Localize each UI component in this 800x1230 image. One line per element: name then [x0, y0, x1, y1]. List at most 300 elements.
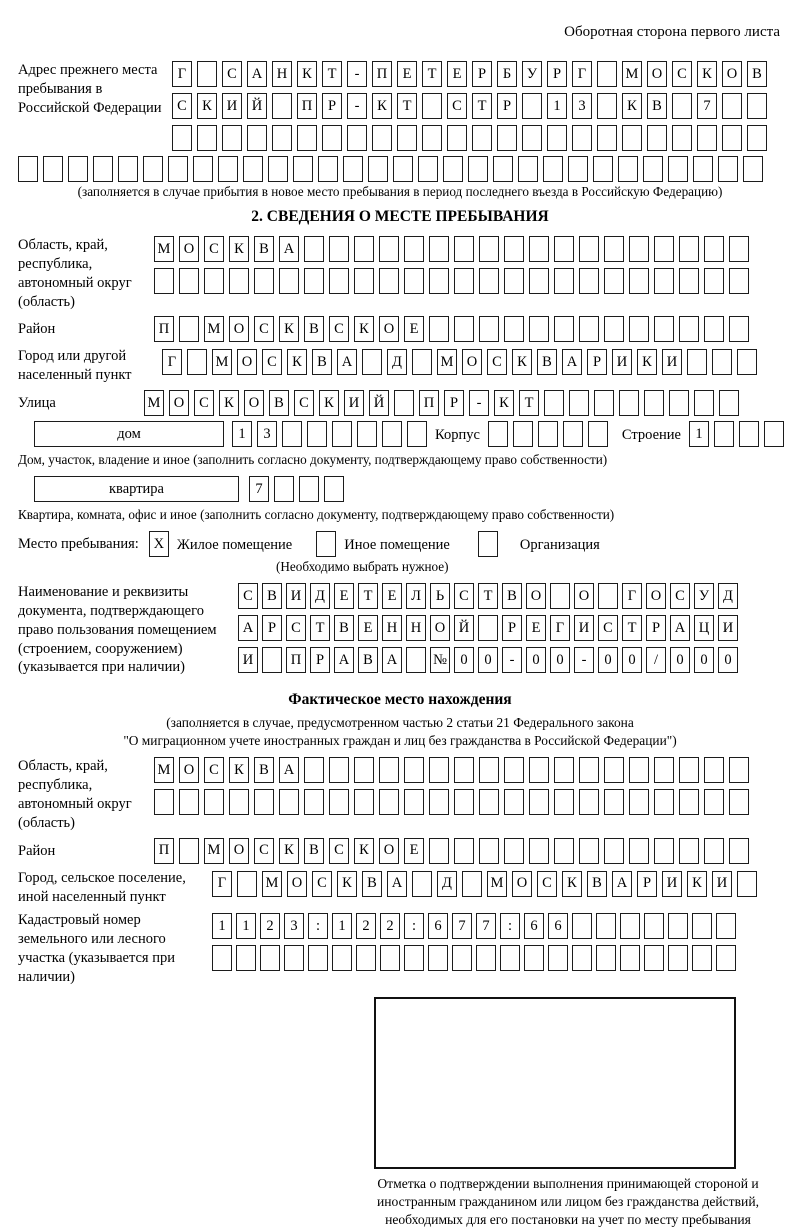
char-cell[interactable]: Р	[637, 871, 657, 897]
char-cell[interactable]	[596, 913, 616, 939]
char-cell[interactable]	[729, 838, 749, 864]
char-cell[interactable]	[397, 125, 417, 151]
char-cell[interactable]: К	[637, 349, 657, 375]
char-cell[interactable]	[538, 421, 558, 447]
char-cell[interactable]	[179, 789, 199, 815]
char-cell[interactable]	[604, 316, 624, 342]
char-cell[interactable]	[729, 316, 749, 342]
char-cell[interactable]	[272, 93, 292, 119]
char-cell[interactable]: 7	[697, 93, 717, 119]
char-cell[interactable]: 3	[257, 421, 277, 447]
char-cell[interactable]	[547, 125, 567, 151]
char-cell[interactable]: А	[334, 647, 354, 673]
char-cell[interactable]: Т	[519, 390, 539, 416]
char-cell[interactable]: О	[512, 871, 532, 897]
char-cell[interactable]: К	[319, 390, 339, 416]
char-cell[interactable]: Н	[406, 615, 426, 641]
char-cell[interactable]: 1	[689, 421, 709, 447]
char-cell[interactable]	[668, 913, 688, 939]
char-cell[interactable]	[550, 583, 570, 609]
char-cell[interactable]	[329, 268, 349, 294]
char-cell[interactable]	[229, 789, 249, 815]
char-cell[interactable]	[504, 236, 524, 262]
char-cell[interactable]	[304, 236, 324, 262]
char-cell[interactable]	[187, 349, 207, 375]
other-premises-checkbox[interactable]	[316, 531, 336, 557]
char-cell[interactable]: Р	[646, 615, 666, 641]
char-cell[interactable]: А	[279, 757, 299, 783]
char-cell[interactable]	[282, 421, 302, 447]
char-cell[interactable]: 7	[249, 476, 269, 502]
char-cell[interactable]: С	[312, 871, 332, 897]
char-cell[interactable]: 0	[718, 647, 738, 673]
char-cell[interactable]	[604, 789, 624, 815]
char-cell[interactable]: В	[587, 871, 607, 897]
char-cell[interactable]: М	[622, 61, 642, 87]
char-cell[interactable]	[260, 945, 280, 971]
char-cell[interactable]: А	[247, 61, 267, 87]
char-cell[interactable]	[304, 757, 324, 783]
char-cell[interactable]	[297, 125, 317, 151]
char-cell[interactable]: В	[269, 390, 289, 416]
char-cell[interactable]: А	[562, 349, 582, 375]
char-cell[interactable]	[729, 236, 749, 262]
char-cell[interactable]: О	[430, 615, 450, 641]
char-cell[interactable]: К	[297, 61, 317, 87]
char-cell[interactable]: К	[287, 349, 307, 375]
char-cell[interactable]	[629, 757, 649, 783]
char-cell[interactable]	[704, 789, 724, 815]
char-cell[interactable]: 1	[232, 421, 252, 447]
char-cell[interactable]: Е	[447, 61, 467, 87]
char-cell[interactable]: Г	[162, 349, 182, 375]
char-cell[interactable]	[629, 316, 649, 342]
char-cell[interactable]	[764, 421, 784, 447]
char-cell[interactable]: К	[354, 316, 374, 342]
char-cell[interactable]	[168, 156, 188, 182]
char-cell[interactable]	[247, 125, 267, 151]
char-cell[interactable]	[452, 945, 472, 971]
char-cell[interactable]: А	[670, 615, 690, 641]
char-cell[interactable]	[644, 913, 664, 939]
char-cell[interactable]	[596, 945, 616, 971]
char-cell[interactable]: Й	[369, 390, 389, 416]
char-cell[interactable]: К	[354, 838, 374, 864]
char-cell[interactable]	[679, 268, 699, 294]
char-cell[interactable]	[654, 236, 674, 262]
char-cell[interactable]	[737, 871, 757, 897]
char-cell[interactable]: О	[462, 349, 482, 375]
char-cell[interactable]	[454, 316, 474, 342]
char-cell[interactable]: К	[337, 871, 357, 897]
char-cell[interactable]	[654, 789, 674, 815]
char-cell[interactable]: С	[254, 316, 274, 342]
char-cell[interactable]: В	[334, 615, 354, 641]
char-cell[interactable]	[362, 349, 382, 375]
char-cell[interactable]	[714, 421, 734, 447]
char-cell[interactable]: К	[197, 93, 217, 119]
char-cell[interactable]	[479, 757, 499, 783]
char-cell[interactable]	[597, 93, 617, 119]
char-cell[interactable]	[722, 93, 742, 119]
char-cell[interactable]	[212, 945, 232, 971]
char-cell[interactable]: Л	[406, 583, 426, 609]
char-cell[interactable]: А	[387, 871, 407, 897]
char-cell[interactable]: К	[279, 838, 299, 864]
char-cell[interactable]: О	[244, 390, 264, 416]
char-cell[interactable]	[204, 789, 224, 815]
char-cell[interactable]	[179, 316, 199, 342]
char-cell[interactable]: 0	[478, 647, 498, 673]
char-cell[interactable]: П	[419, 390, 439, 416]
char-cell[interactable]	[679, 789, 699, 815]
char-cell[interactable]	[379, 757, 399, 783]
char-cell[interactable]	[588, 421, 608, 447]
char-cell[interactable]	[356, 945, 376, 971]
char-cell[interactable]: В	[358, 647, 378, 673]
char-cell[interactable]: Е	[358, 615, 378, 641]
char-cell[interactable]	[404, 236, 424, 262]
organization-checkbox[interactable]	[478, 531, 498, 557]
char-cell[interactable]	[308, 945, 328, 971]
char-cell[interactable]	[597, 61, 617, 87]
char-cell[interactable]	[299, 476, 319, 502]
char-cell[interactable]	[479, 838, 499, 864]
char-cell[interactable]	[737, 349, 757, 375]
char-cell[interactable]: С	[294, 390, 314, 416]
char-cell[interactable]: О	[646, 583, 666, 609]
char-cell[interactable]: Н	[272, 61, 292, 87]
char-cell[interactable]: С	[194, 390, 214, 416]
char-cell[interactable]	[293, 156, 313, 182]
char-cell[interactable]	[454, 838, 474, 864]
char-cell[interactable]	[543, 156, 563, 182]
char-cell[interactable]: М	[204, 838, 224, 864]
char-cell[interactable]	[743, 156, 763, 182]
char-cell[interactable]	[354, 236, 374, 262]
char-cell[interactable]: Р	[444, 390, 464, 416]
char-cell[interactable]	[218, 156, 238, 182]
char-cell[interactable]	[497, 125, 517, 151]
char-cell[interactable]	[568, 156, 588, 182]
char-cell[interactable]: М	[437, 349, 457, 375]
char-cell[interactable]	[443, 156, 463, 182]
char-cell[interactable]: 2	[356, 913, 376, 939]
char-cell[interactable]: С	[454, 583, 474, 609]
char-cell[interactable]: Р	[497, 93, 517, 119]
char-cell[interactable]	[569, 390, 589, 416]
char-cell[interactable]: 7	[476, 913, 496, 939]
char-cell[interactable]	[379, 236, 399, 262]
char-cell[interactable]: О	[229, 838, 249, 864]
char-cell[interactable]	[504, 316, 524, 342]
char-cell[interactable]: С	[670, 583, 690, 609]
char-cell[interactable]: 1	[212, 913, 232, 939]
char-cell[interactable]	[197, 61, 217, 87]
char-cell[interactable]	[593, 156, 613, 182]
char-cell[interactable]	[679, 316, 699, 342]
char-cell[interactable]	[687, 349, 707, 375]
char-cell[interactable]	[429, 316, 449, 342]
char-cell[interactable]: М	[144, 390, 164, 416]
char-cell[interactable]: К	[697, 61, 717, 87]
char-cell[interactable]	[529, 236, 549, 262]
char-cell[interactable]: 0	[622, 647, 642, 673]
char-cell[interactable]	[716, 945, 736, 971]
char-cell[interactable]: 0	[526, 647, 546, 673]
char-cell[interactable]: С	[598, 615, 618, 641]
char-cell[interactable]	[579, 268, 599, 294]
char-cell[interactable]	[692, 913, 712, 939]
char-cell[interactable]	[704, 757, 724, 783]
char-cell[interactable]: И	[712, 871, 732, 897]
char-cell[interactable]: Т	[397, 93, 417, 119]
char-cell[interactable]	[579, 789, 599, 815]
char-cell[interactable]	[554, 236, 574, 262]
char-cell[interactable]: О	[287, 871, 307, 897]
char-cell[interactable]	[729, 268, 749, 294]
char-cell[interactable]: Т	[422, 61, 442, 87]
char-cell[interactable]	[418, 156, 438, 182]
residential-checkbox[interactable]: X	[149, 531, 169, 557]
char-cell[interactable]	[679, 838, 699, 864]
char-cell[interactable]	[479, 789, 499, 815]
char-cell[interactable]: Т	[310, 615, 330, 641]
char-cell[interactable]	[572, 125, 592, 151]
char-cell[interactable]	[669, 390, 689, 416]
char-cell[interactable]	[513, 421, 533, 447]
char-cell[interactable]: П	[154, 316, 174, 342]
char-cell[interactable]	[428, 945, 448, 971]
char-cell[interactable]	[622, 125, 642, 151]
char-cell[interactable]	[229, 268, 249, 294]
char-cell[interactable]: В	[747, 61, 767, 87]
char-cell[interactable]	[118, 156, 138, 182]
char-cell[interactable]	[629, 789, 649, 815]
char-cell[interactable]	[729, 757, 749, 783]
char-cell[interactable]	[693, 156, 713, 182]
char-cell[interactable]: Т	[622, 615, 642, 641]
char-cell[interactable]: П	[372, 61, 392, 87]
char-cell[interactable]	[504, 268, 524, 294]
char-cell[interactable]	[454, 789, 474, 815]
char-cell[interactable]: 3	[572, 93, 592, 119]
char-cell[interactable]	[524, 945, 544, 971]
char-cell[interactable]: С	[262, 349, 282, 375]
char-cell[interactable]: О	[526, 583, 546, 609]
char-cell[interactable]	[268, 156, 288, 182]
char-cell[interactable]	[629, 838, 649, 864]
char-cell[interactable]: Д	[437, 871, 457, 897]
char-cell[interactable]: М	[154, 236, 174, 262]
char-cell[interactable]	[554, 789, 574, 815]
char-cell[interactable]	[529, 316, 549, 342]
char-cell[interactable]: С	[447, 93, 467, 119]
char-cell[interactable]	[604, 838, 624, 864]
char-cell[interactable]: Г	[172, 61, 192, 87]
char-cell[interactable]	[143, 156, 163, 182]
char-cell[interactable]	[354, 268, 374, 294]
char-cell[interactable]: Р	[472, 61, 492, 87]
char-cell[interactable]	[747, 125, 767, 151]
char-cell[interactable]: 1	[332, 913, 352, 939]
char-cell[interactable]	[694, 390, 714, 416]
char-cell[interactable]	[747, 93, 767, 119]
char-cell[interactable]: Д	[718, 583, 738, 609]
char-cell[interactable]: 3	[284, 913, 304, 939]
char-cell[interactable]	[382, 421, 402, 447]
char-cell[interactable]: П	[297, 93, 317, 119]
char-cell[interactable]	[554, 316, 574, 342]
char-cell[interactable]: О	[179, 236, 199, 262]
char-cell[interactable]	[604, 757, 624, 783]
char-cell[interactable]	[404, 268, 424, 294]
char-cell[interactable]	[368, 156, 388, 182]
char-cell[interactable]	[422, 93, 442, 119]
char-cell[interactable]: М	[262, 871, 282, 897]
char-cell[interactable]: М	[204, 316, 224, 342]
char-cell[interactable]	[548, 945, 568, 971]
char-cell[interactable]: :	[500, 913, 520, 939]
char-cell[interactable]: :	[404, 913, 424, 939]
char-cell[interactable]	[222, 125, 242, 151]
char-cell[interactable]	[357, 421, 377, 447]
char-cell[interactable]	[722, 125, 742, 151]
char-cell[interactable]	[93, 156, 113, 182]
char-cell[interactable]	[179, 838, 199, 864]
char-cell[interactable]: Т	[358, 583, 378, 609]
char-cell[interactable]	[318, 156, 338, 182]
char-cell[interactable]	[394, 390, 414, 416]
char-cell[interactable]: К	[279, 316, 299, 342]
char-cell[interactable]	[644, 390, 664, 416]
char-cell[interactable]	[68, 156, 88, 182]
char-cell[interactable]: К	[219, 390, 239, 416]
char-cell[interactable]: /	[646, 647, 666, 673]
char-cell[interactable]	[654, 757, 674, 783]
char-cell[interactable]: О	[229, 316, 249, 342]
char-cell[interactable]: 0	[550, 647, 570, 673]
char-cell[interactable]	[504, 838, 524, 864]
char-cell[interactable]: -	[502, 647, 522, 673]
char-cell[interactable]: Р	[502, 615, 522, 641]
char-cell[interactable]: Р	[587, 349, 607, 375]
char-cell[interactable]: 1	[547, 93, 567, 119]
char-cell[interactable]: Т	[478, 583, 498, 609]
char-cell[interactable]: Е	[397, 61, 417, 87]
char-cell[interactable]	[154, 268, 174, 294]
char-cell[interactable]	[654, 268, 674, 294]
char-cell[interactable]: Й	[247, 93, 267, 119]
char-cell[interactable]	[704, 316, 724, 342]
char-cell[interactable]	[406, 647, 426, 673]
char-cell[interactable]: 0	[598, 647, 618, 673]
char-cell[interactable]: Т	[472, 93, 492, 119]
char-cell[interactable]: С	[254, 838, 274, 864]
char-cell[interactable]: 6	[524, 913, 544, 939]
char-cell[interactable]: 2	[260, 913, 280, 939]
char-cell[interactable]: У	[694, 583, 714, 609]
char-cell[interactable]: О	[179, 757, 199, 783]
char-cell[interactable]: И	[286, 583, 306, 609]
char-cell[interactable]	[479, 236, 499, 262]
char-cell[interactable]: В	[254, 236, 274, 262]
char-cell[interactable]	[719, 390, 739, 416]
char-cell[interactable]: В	[262, 583, 282, 609]
char-cell[interactable]	[522, 125, 542, 151]
char-cell[interactable]	[647, 125, 667, 151]
char-cell[interactable]	[518, 156, 538, 182]
char-cell[interactable]	[554, 757, 574, 783]
char-cell[interactable]	[379, 268, 399, 294]
char-cell[interactable]	[324, 476, 344, 502]
char-cell[interactable]: К	[372, 93, 392, 119]
char-cell[interactable]	[422, 125, 442, 151]
char-cell[interactable]	[716, 913, 736, 939]
char-cell[interactable]	[354, 789, 374, 815]
char-cell[interactable]	[712, 349, 732, 375]
char-cell[interactable]: №	[430, 647, 450, 673]
char-cell[interactable]	[668, 945, 688, 971]
char-cell[interactable]	[597, 125, 617, 151]
char-cell[interactable]: 0	[694, 647, 714, 673]
char-cell[interactable]	[193, 156, 213, 182]
char-cell[interactable]	[529, 789, 549, 815]
char-cell[interactable]	[454, 268, 474, 294]
char-cell[interactable]	[529, 838, 549, 864]
char-cell[interactable]: К	[562, 871, 582, 897]
char-cell[interactable]: В	[647, 93, 667, 119]
char-cell[interactable]	[429, 789, 449, 815]
char-cell[interactable]: К	[622, 93, 642, 119]
char-cell[interactable]: И	[612, 349, 632, 375]
char-cell[interactable]	[197, 125, 217, 151]
char-cell[interactable]	[579, 236, 599, 262]
char-cell[interactable]: А	[238, 615, 258, 641]
char-cell[interactable]: К	[512, 349, 532, 375]
char-cell[interactable]	[643, 156, 663, 182]
char-cell[interactable]	[236, 945, 256, 971]
char-cell[interactable]	[254, 789, 274, 815]
char-cell[interactable]: С	[487, 349, 507, 375]
char-cell[interactable]: Н	[382, 615, 402, 641]
char-cell[interactable]: 6	[548, 913, 568, 939]
char-cell[interactable]: В	[312, 349, 332, 375]
char-cell[interactable]	[529, 757, 549, 783]
char-cell[interactable]	[179, 268, 199, 294]
char-cell[interactable]	[454, 757, 474, 783]
char-cell[interactable]: А	[382, 647, 402, 673]
char-cell[interactable]	[493, 156, 513, 182]
char-cell[interactable]: Ц	[694, 615, 714, 641]
char-cell[interactable]: Д	[310, 583, 330, 609]
char-cell[interactable]: У	[522, 61, 542, 87]
char-cell[interactable]	[332, 421, 352, 447]
char-cell[interactable]	[243, 156, 263, 182]
char-cell[interactable]: Е	[526, 615, 546, 641]
char-cell[interactable]: В	[362, 871, 382, 897]
char-cell[interactable]: А	[612, 871, 632, 897]
char-cell[interactable]: Б	[497, 61, 517, 87]
char-cell[interactable]	[554, 838, 574, 864]
char-cell[interactable]: С	[329, 316, 349, 342]
char-cell[interactable]	[704, 236, 724, 262]
char-cell[interactable]: В	[502, 583, 522, 609]
char-cell[interactable]	[274, 476, 294, 502]
char-cell[interactable]: М	[487, 871, 507, 897]
char-cell[interactable]	[304, 268, 324, 294]
char-cell[interactable]: О	[647, 61, 667, 87]
